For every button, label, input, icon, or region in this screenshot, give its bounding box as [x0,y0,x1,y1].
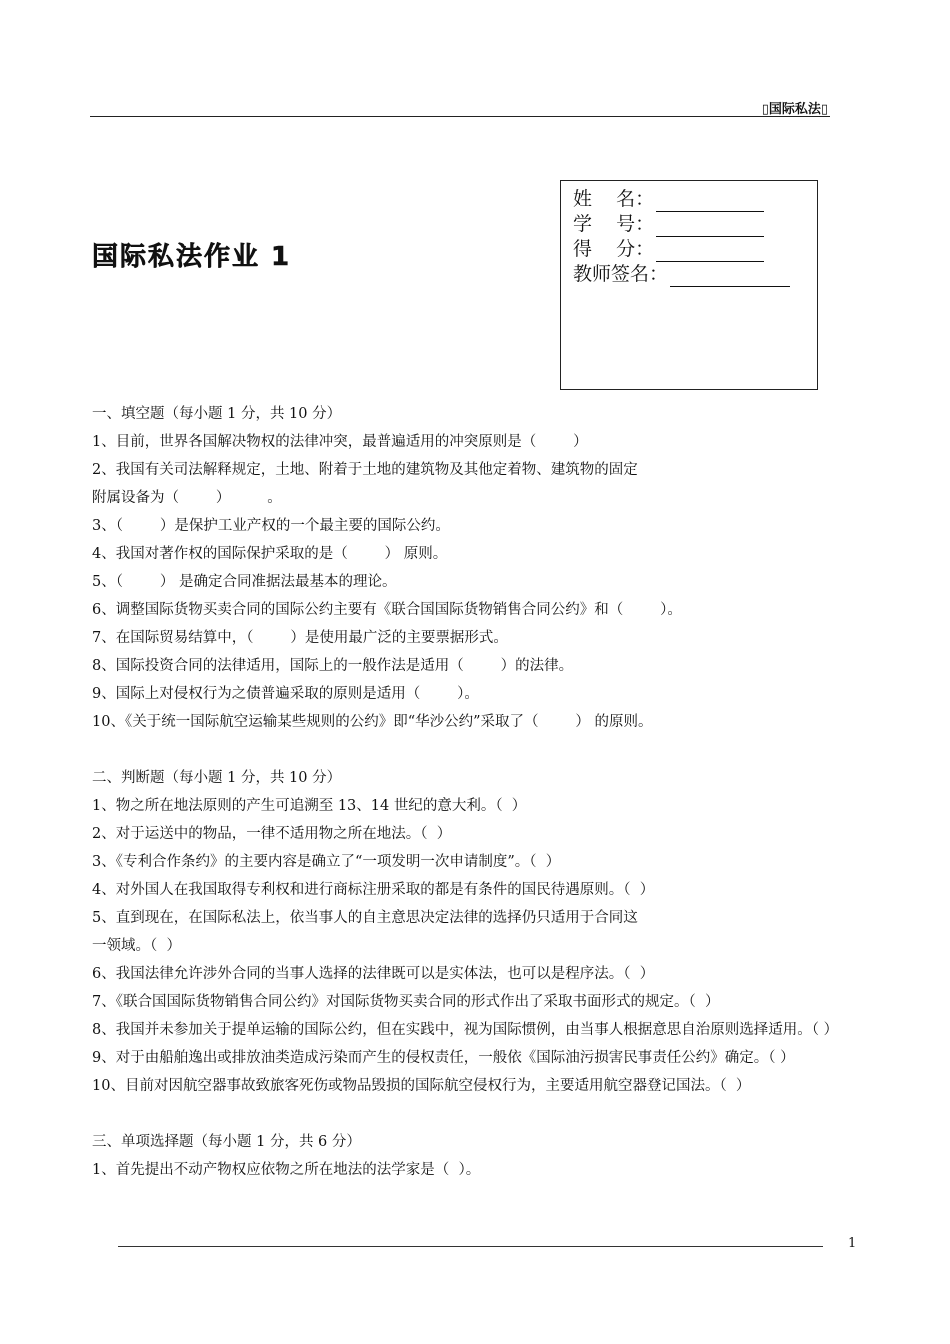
question-item: 4、对外国人在我国取得专利权和进行商标注册采取的都是有条件的国民待遇原则。（ ） [92,882,655,898]
section-heading: 二、判断题（每小题 1 分，共 10 分） [92,770,342,786]
question-item: 2、对于运送中的物品，一律不适用物之所在地法。（ ） [92,826,452,842]
header-rule [90,116,830,117]
question-item: 7、在国际贸易结算中，（ ）是使用最广泛的主要票据形式。 [92,630,508,646]
question-item: 9、国际上对侵权行为之债普遍采取的原则是适用（ ）。 [92,686,479,702]
footer-rule [118,1246,823,1247]
page-number: 1 [848,1236,857,1251]
score-row [573,237,817,262]
name-label: 姓 名： [573,188,655,210]
question-item: 7、《联合国国际货物销售合同公约》对国际货物买卖合同的形式作出了采取书面形式的规定。（ ） [92,994,720,1010]
teacher-row [573,262,817,287]
question-item: 1、物之所在地法原则的产生可追溯至 13、14 世纪的意大利。（ ） [92,798,527,814]
question-item: 3、（ ）是保护工业产权的一个最主要的国际公约。 [92,518,450,534]
question-item: 5、直到现在，在国际私法上，依当事人的自主意思决定法律的选择仍只适用于合同这 [92,910,638,926]
running-header: ▯国际私法▯ [761,102,828,117]
question-item: 5、（ ） 是确定合同准据法最基本的理论。 [92,574,397,590]
question-item: 6、调整国际货物买卖合同的国际公约主要有《联合国国际货物销售合同公约》和（ ）。 [92,602,682,618]
question-item: 1、目前，世界各国解决物权的法律冲突，最普遍适用的冲突原则是（ ） [92,434,588,450]
section-gap [92,736,862,764]
name-row [573,187,817,212]
document-body [92,400,862,1184]
id-blank [656,218,764,237]
question-item: 2、我国有关司法解释规定，土地、附着于土地的建筑物及其他定着物、建筑物的固定 [92,462,638,478]
question-item: 附属设备为（ ） 。 [92,490,282,506]
document-title: 国际私法作业 1 [92,242,292,272]
section-gap [92,1100,862,1128]
question-item: 8、国际投资合同的法律适用，国际上的一般作法是适用（ ）的法律。 [92,658,574,674]
question-item: 8、我国并未参加关于提单运输的国际公约，但在实践中，视为国际惯例，由当事人根据意思自治原则选择适用。（ ） [92,1022,839,1038]
score-blank [656,243,764,262]
question-item: 9、对于由船舶逸出或排放油类造成污染而产生的侵权责任，一般依《国际油污损害民事责任公约》确定。（ ） [92,1050,795,1066]
section-heading: 三、单项选择题（每小题 1 分，共 6 分） [92,1134,361,1150]
id-row [573,212,817,237]
question-item: 3、《专利合作条约》的主要内容是确立了“一项发明一次申请制度”。（ ） [92,854,561,870]
section-heading: 一、填空题（每小题 1 分，共 10 分） [92,406,342,422]
question-item: 一领域。（ ） [92,938,181,954]
question-item: 4、我国对著作权的国际保护采取的是（ ） 原则。 [92,546,448,562]
question-item: 1、首先提出不动产物权应依物之所在地法的法学家是（ ）。 [92,1162,481,1178]
id-label: 学 号： [573,213,655,235]
teacher-blank [670,268,790,287]
question-item: 10、《关于统一国际航空运输某些规则的公约》即“华沙公约”采取了（ ） 的原则。 [92,714,653,730]
question-item: 10、目前对因航空器事故致旅客死伤或物品毁损的国际航空侵权行为，主要适用航空器登记国法。（ ） [92,1078,751,1094]
teacher-label: 教师签名： [573,263,669,285]
score-label: 得 分： [573,238,655,260]
student-info-box [560,180,818,390]
question-item: 6、我国法律允许涉外合同的当事人选择的法律既可以是实体法，也可以是程序法。（ ） [92,966,655,982]
name-blank [656,193,764,212]
